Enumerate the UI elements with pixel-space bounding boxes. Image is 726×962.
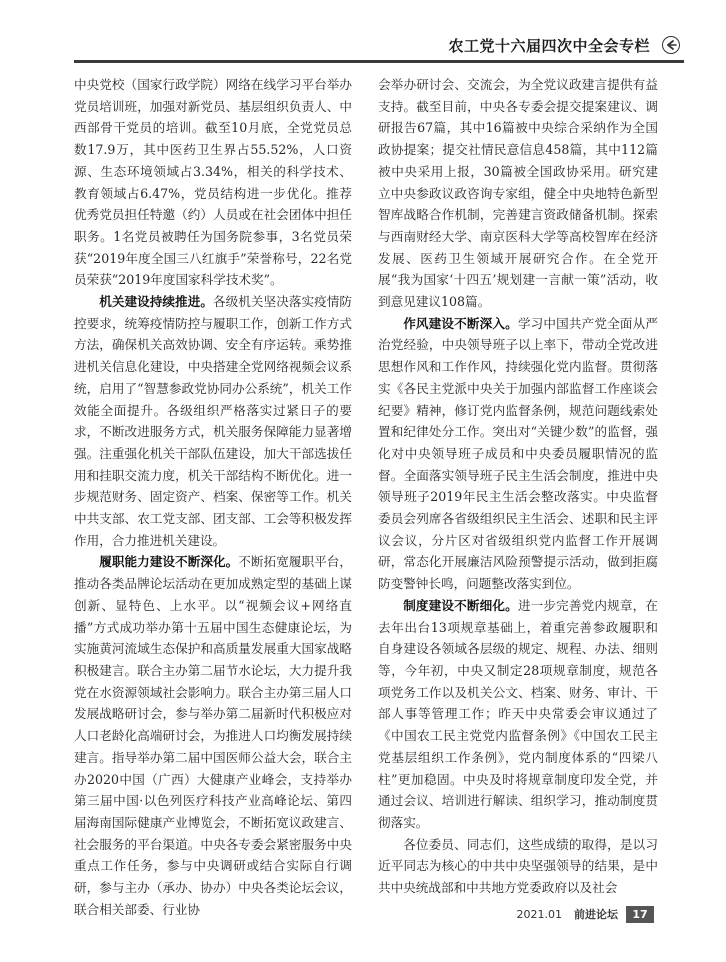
journal-name: 前进论坛 — [574, 908, 618, 921]
paragraph — [378, 595, 658, 834]
paragraph-heading: 履职能力建设不断深化。 — [99, 554, 239, 570]
back-arrow-icon[interactable] — [662, 36, 680, 54]
page-header — [388, 34, 684, 56]
paragraph — [378, 313, 658, 595]
paragraph-heading: 作风建设不断深入。 — [403, 315, 518, 331]
section-title: 农工党十六届四次中全会专栏 — [448, 37, 650, 55]
issue-date: 2021.01 — [516, 907, 562, 921]
paragraph-body: 不断拓宽履职平台，推动各类品牌论坛活动在更加成熟定型的基础上谋创新、显特色、上水平。以“视频会议+网络直播”方式成功举办第十五届中国生态健康论坛，为实施黄河流域生态保护和高质量发展重大国家战略积极建言。联合主办第二届节水论坛，大力提升我党在水资源领域社会影响力。联合主办第三届人口发展战略研讨会，参与举办第二届新时代积极应对人口老龄化高端研讨会，为推进人口均衡发展持续建言。指导举办第二届中国医师公益大会，联合主办2020中国（广西）大健康产业峰会，支持举办第三届中国·以色列医疗科技产业高峰论坛、第四届海南国际健康产业博览会，不断拓宽议政建言、社会服务的平台渠道。中央各专委会紧密服务中央重点工作任务，参与中央调研或结合实际自行调研，参与主办（承办、协办）中央各类论坛会议，联合相关部委、行业协 — [74, 554, 353, 917]
paragraph-body: 各级机关坚决落实疫情防控要求，统筹疫情防控与履职工作，创新工作方式方法，确保机关高效协调、安全有序运转。乘势推进机关信息化建设，中央搭建全党网络视频会议系统，启用了“智慧参政党协同办公系统”，机关工作效能全面提升。各级组织严格落实过紧日子的要求，不断改进服务方式，机关服务保障能力显著增强。注重强化机关干部队伍建设，加大干部选拔任用和挂职交流力度，机关干部结构不断优化。进一步规范财务、固定资产、档案、保密等工作。机关中共支部、农工党支部、团支部、工会等积极发挥作用，合力推进机关建设。 — [74, 294, 353, 548]
left-column — [74, 74, 352, 920]
paragraph — [74, 551, 352, 920]
paragraph-body: 学习中国共产党全面从严治党经验，中央领导班子以上率下，带动全党改进思想作风和工作作风，持续强化党内监督。贯彻落实《各民主党派中央关于加强内部监督工作座谈会纪要》精神，修订党内监督条例，规范问题线索处置和纪律处分工作。突出对“关键少数”的监督，强化对中央领导班子成员和中央委员履职情况的监督。全面落实领导班子民主生活会制度，推进中央领导班子2019年民主生活会整改落实。中央监督委员会列席各省级组织民主生活会、述职和民主评议会议，分片区对省级组织党内监督工作开展调研，常态化开展廉洁风险预警提示活动，做到拒腐防变警钟长鸣，问题整改落实到位。 — [378, 315, 659, 592]
header-divider — [74, 60, 684, 63]
page-number: 17 — [626, 906, 654, 923]
paragraph-heading: 制度建设不断细化。 — [403, 597, 518, 613]
paragraph — [74, 291, 352, 551]
page-footer — [517, 904, 655, 924]
paragraph: 各位委员、同志们，这些成绩的取得，是以习近平同志为核心的中共中央坚强领导的结果，是中共中央统战部和中共地方党委政府以及社会 — [378, 836, 658, 896]
right-column — [378, 74, 658, 899]
paragraph: 会举办研讨会、交流会，为全党议政建言提供有益支持。截至目前，中央各专委会提交提案建议、调研报告67篇，其中16篇被中央综合采纳作为全国政协提案；提交社情民意信息458篇，其中112篇被中央采用上报，30篇被全国政协采用。研究建立中央参政议政咨询专家组，健全中央地特色新型智库战略合作机制，完善建言资政储备机制。探索与西南财经大学、南京医科大学等高校智库在经济发展、医药卫生领域开展研究合作。在全党开展“我为国家‘十四五’规划建一言献一策”活动，收到意见建议108篇。 — [378, 77, 658, 310]
paragraph-body: 进一步完善党内规章，在去年出台13项规章基础上，着重完善参政履职和自身建设各领域各层级的规定、规程、办法、细则等，今年初，中央又制定28项规章制度，规范各项党务工作以及机关公文、档案、财务、审计、干部人事等管理工作；昨天中央常委会审议通过了《中国农工民主党党内监督条例》《中国农工民主党基层组织工作条例》，党内制度体系的“四梁八柱”更加稳固。中央及时将规章制度印发全党，并通过会议、培训进行解读、组织学习，推动制度贯彻落实。 — [378, 597, 659, 830]
paragraph: 中央党校（国家行政学院）网络在线学习平台举办党员培训班，加强对新党员、基层组织负责人、中西部骨干党员的培训。截至10月底，全党党员总数17.9万，其中医药卫生界占55.52%，人口资源、生态环境领域占3.34%，相关的科学技术、教育领域占6.47%，党员结构进一步优化。推荐优秀党员担任特邀（约）人员或在社会团体中担任职务。1名党员被聘任为国务院参事，3名党员荣获“2019年度全国三八红旗手”荣誉称号，22名党员荣获“2019年度国家科学技术奖”。 — [74, 77, 352, 288]
paragraph-heading: 机关建设持续推进。 — [99, 294, 213, 310]
